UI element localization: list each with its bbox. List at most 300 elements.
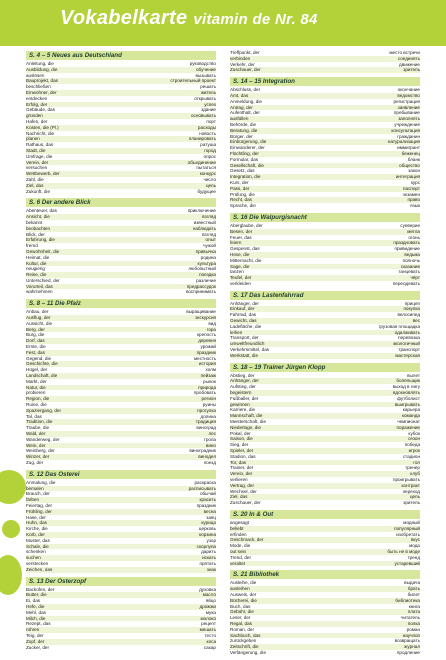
german-word: Gesellschaft, die <box>230 162 264 168</box>
german-word: ausleihen <box>230 586 250 592</box>
translation: ведомство <box>397 92 420 98</box>
german-word: Integration, die <box>230 174 261 180</box>
german-word: Burg, die <box>26 332 45 338</box>
translation: строительный проект <box>170 78 216 84</box>
german-word: Sage, die <box>230 263 250 269</box>
german-word: Gebäude, das <box>26 107 55 113</box>
german-word: Heimat, die <box>26 254 50 260</box>
vocab-section <box>26 299 216 466</box>
german-word: Anmalung, die <box>26 479 56 485</box>
german-word: Geschmack, der <box>230 537 264 543</box>
german-word: Zahl, die <box>26 176 44 182</box>
german-word: Buch, das <box>230 603 251 609</box>
german-word: Prüfung, die <box>230 191 255 197</box>
section-heading: S. 16 Die Walpurgisnacht <box>230 213 420 222</box>
german-word: Mannschaft, die <box>230 413 263 419</box>
german-word: Niederlage, die <box>230 424 261 430</box>
german-word: verstecken <box>26 560 49 566</box>
german-word: Zucker, der <box>26 644 49 650</box>
section-heading: S. 13 Der Osterzopf <box>26 577 216 586</box>
vocab-section <box>26 51 216 194</box>
vocab-section <box>230 213 420 287</box>
german-word: Verkehr, der <box>230 61 255 67</box>
vocab-section <box>26 198 216 295</box>
german-word: Markt, der <box>26 378 47 384</box>
german-word: Verkehrsmittel, das <box>230 347 270 353</box>
german-word: leihen <box>230 329 243 335</box>
german-word: Antrag, der <box>230 104 253 110</box>
translation: экскурсия <box>195 315 216 321</box>
translation: общество <box>399 162 420 168</box>
german-word: Blick, der <box>26 231 45 237</box>
translation: зритель <box>403 67 420 73</box>
german-word: Traube, die <box>26 425 50 431</box>
german-word: Sachbuch, das <box>230 632 261 638</box>
german-word: Karriere, die <box>230 407 256 413</box>
vocab-section <box>230 77 420 209</box>
translation: привидение <box>394 246 420 252</box>
translation: беженец <box>401 150 420 156</box>
translation: расписывать <box>188 485 216 491</box>
translation: чёрт <box>410 275 420 281</box>
translation: полночь <box>402 257 420 263</box>
german-word: Winzer, der <box>26 454 50 460</box>
translation: основывать <box>190 113 216 119</box>
right-column <box>230 50 420 660</box>
german-word: Einkauf, der <box>230 306 255 312</box>
translation: гражданин <box>397 133 420 139</box>
german-word: Kurs, der <box>230 179 249 185</box>
german-word: Berg, der <box>26 326 45 332</box>
translation: продление <box>396 649 420 655</box>
german-word: fremd <box>26 243 38 249</box>
header-banner <box>0 0 446 46</box>
translation: соединять <box>397 55 420 61</box>
german-word: Verlängerung, die <box>230 649 267 655</box>
translation: молоко <box>200 615 216 621</box>
vocab-row <box>26 567 216 573</box>
german-word: Teig, der <box>26 632 44 638</box>
vocab-row <box>26 460 216 466</box>
german-word: out sein <box>230 548 247 554</box>
translation: церковь <box>198 526 216 532</box>
translation: предрассудок <box>186 283 216 289</box>
translation: суеверие <box>400 222 420 228</box>
german-word: Fahrrad, das <box>230 312 257 318</box>
german-word: Hefe, die <box>26 603 45 609</box>
translation: модный <box>403 519 420 525</box>
translation: консультация <box>391 127 420 133</box>
german-word: Stadt, die <box>26 147 46 153</box>
german-word: beobachten <box>26 225 51 231</box>
translation: переодевать <box>392 280 420 286</box>
vocab-section <box>230 291 420 359</box>
translation: заяц <box>206 514 216 520</box>
translation: ведьма <box>404 251 420 257</box>
section-heading: S. 12 Das Osterei <box>26 470 216 479</box>
translation: изобретать <box>396 531 420 537</box>
page-title <box>60 7 318 30</box>
vocab-section <box>230 50 420 73</box>
german-word: Aufenthalt, der <box>230 110 260 116</box>
german-word: wahrnehmen <box>26 289 53 295</box>
translation: зритель <box>403 500 420 506</box>
german-word: Kultur, die <box>26 260 47 266</box>
german-word: Mitternacht, die <box>230 257 262 263</box>
german-word: Sprache, die <box>230 203 256 209</box>
german-word: Feiertag, der <box>26 502 53 508</box>
translation: движение <box>399 61 420 67</box>
german-word: Rathaus, das <box>26 142 54 148</box>
translation: учреждение <box>394 121 420 127</box>
translation: различие <box>196 277 216 283</box>
german-word: Region, die <box>26 396 50 402</box>
translation: метла <box>407 228 420 234</box>
translation: полка <box>407 620 420 626</box>
german-word: Formular, das <box>230 156 259 162</box>
translation: урожай <box>200 344 216 350</box>
translation: возвращать <box>394 638 420 644</box>
title-main: Vokabelkarte <box>60 7 188 29</box>
translation: раскраска <box>194 479 216 485</box>
german-word: Wechsel, der <box>230 488 257 494</box>
title-issue: vitamin de Nr. 84 <box>193 11 318 28</box>
german-word: Trend, der <box>230 554 252 560</box>
translation: журнал <box>404 644 420 650</box>
german-word: Hase, der <box>26 514 46 520</box>
german-word: Weinberg, der <box>26 448 55 454</box>
german-word: Gesetz, das <box>230 168 255 174</box>
translation: команда <box>401 413 420 419</box>
german-word: Ziel, das <box>26 182 44 188</box>
german-word: Wanderweg, der <box>26 436 60 442</box>
translation: прицеп <box>404 300 420 306</box>
translation: мастерская <box>395 352 420 358</box>
german-word: Korb, der <box>26 531 45 537</box>
german-word: Aufstieg, der <box>230 384 256 390</box>
translation: победа <box>404 442 420 448</box>
german-word: Transport, der <box>230 335 259 341</box>
german-word: Anhänger, der <box>230 378 259 384</box>
german-word: Erfahrung, die <box>26 237 55 243</box>
german-word: Anbau, der <box>26 309 49 315</box>
translation: экзамен <box>402 191 420 197</box>
translation: красить <box>199 497 216 503</box>
translation: опыт <box>205 237 216 243</box>
translation: язык <box>410 203 420 209</box>
german-word: Spaziergang, der <box>26 407 61 413</box>
german-word: Geschichte, die <box>26 361 58 367</box>
translation: клуб <box>410 471 420 477</box>
translation: любопытный <box>188 266 216 272</box>
german-word: Ei, das <box>26 598 41 604</box>
translation: экологичный <box>392 341 420 347</box>
translation: скорлупа <box>196 543 216 549</box>
german-word: Verein, der <box>26 159 49 165</box>
translation: гора <box>206 326 216 332</box>
german-word: Teufel, der <box>230 275 252 281</box>
left-column <box>26 50 216 654</box>
translation: будущее <box>197 188 216 194</box>
german-word: Gegend, die <box>26 355 52 361</box>
german-word: Anhänger, der <box>230 300 259 306</box>
german-word: Ernte, die <box>26 344 46 350</box>
translation: цель <box>205 182 216 188</box>
german-word: Erfolg, der <box>26 101 48 107</box>
german-word: Ansicht, die <box>26 214 50 220</box>
translation: родина <box>200 254 216 260</box>
translation: проигрывать <box>392 477 420 482</box>
translation: перевозка <box>398 335 420 341</box>
german-word: Einwanderer, der <box>230 145 265 151</box>
german-word: Bürger, der <box>230 133 253 139</box>
german-word: Leser, der <box>230 615 251 621</box>
german-word: gründen <box>26 113 43 119</box>
translation: крепость <box>197 332 216 338</box>
translation: холм <box>205 367 216 373</box>
translation: велосипед <box>397 312 420 318</box>
german-word: Tal, das <box>26 413 42 419</box>
german-word: Gebühr, die <box>230 609 254 615</box>
german-word: Wein, der <box>26 442 46 448</box>
translation: заполнять <box>398 116 420 122</box>
german-word: Roman, der <box>230 626 255 632</box>
translation: лес <box>208 431 216 437</box>
translation: огонь <box>408 234 420 240</box>
translation: руины <box>202 402 216 408</box>
german-word: Frühling, der <box>26 508 52 514</box>
german-word: Ruine, die <box>26 402 47 408</box>
section-heading: S. 14 – 15 Integration <box>230 77 420 86</box>
german-word: Wettbewerb, der <box>26 171 60 177</box>
german-word: Gewohnheit, die <box>26 248 60 254</box>
german-word: verbinden <box>230 55 251 61</box>
german-word: Beratung, die <box>230 127 258 133</box>
translation: роман <box>406 626 420 632</box>
translation: традиция <box>195 419 216 425</box>
translation: чемпионат <box>397 419 420 425</box>
german-word: färben <box>26 497 40 503</box>
vocab-section <box>26 470 216 573</box>
translation: яйцо <box>205 598 216 604</box>
translation: природа <box>198 384 216 390</box>
translation: руководство <box>189 61 216 66</box>
translation: взгляд <box>202 231 216 237</box>
german-word: Milch, die <box>26 615 46 621</box>
german-word: Kosten, die (Pl.) <box>26 124 59 130</box>
translation: планировать <box>188 136 216 142</box>
translation: привычка <box>195 248 216 254</box>
translation: поражение <box>396 424 420 430</box>
translation: известный <box>193 219 216 225</box>
translation: одалживать <box>394 329 420 335</box>
translation: воспринимать <box>185 289 216 295</box>
german-word: ausfüllen <box>230 116 249 122</box>
german-word: versuchen <box>26 165 48 171</box>
german-word: Zeichen, das <box>26 566 53 572</box>
translation: объединение <box>187 159 216 165</box>
german-word: Zuschauer, der <box>230 67 261 73</box>
german-word: Saison, die <box>230 436 253 442</box>
translation: культура <box>197 260 216 266</box>
translation: знак <box>206 566 216 572</box>
translation: сказание <box>400 263 420 269</box>
german-word: neugierig <box>26 266 45 272</box>
german-word: Zukunft, die <box>26 188 51 194</box>
german-word: Abschluss, der <box>230 87 261 93</box>
german-word: Dorf, das <box>26 338 45 344</box>
section-heading: S. 21 Bibliothek <box>230 570 420 579</box>
translation: пытаться <box>196 165 216 171</box>
vocab-row <box>230 67 420 73</box>
translation: выход в лигу <box>392 384 420 390</box>
german-word: Umfrage, die <box>26 153 53 159</box>
translation: цель <box>409 494 420 500</box>
translation: пейзаж <box>200 373 216 379</box>
german-word: auslösen <box>26 72 45 78</box>
translation: футболист <box>397 395 420 401</box>
german-word: Butter, die <box>26 592 47 598</box>
vocab-row <box>230 281 420 287</box>
translation: контракт <box>401 482 420 488</box>
translation: рецепт <box>201 621 216 627</box>
translation: вызывать <box>195 72 216 78</box>
translation: вино <box>205 442 216 448</box>
german-word: zurückgeben <box>230 638 257 644</box>
german-word: veraltet <box>230 560 246 566</box>
section-heading: S. 17 Das Lastenfahrrad <box>230 291 420 300</box>
german-word: Regal, das <box>230 620 252 626</box>
vocab-row <box>230 353 420 359</box>
german-word: bemalen <box>26 485 44 491</box>
german-word: Flüchtling, der <box>230 150 259 156</box>
german-word: Behörde, die <box>230 121 257 127</box>
translation: билет <box>407 591 420 597</box>
german-word: bekannt <box>26 219 43 225</box>
german-word: Ausbildung, die <box>26 66 58 72</box>
german-word: Ausleihe, die <box>230 580 257 586</box>
german-word: Backofen, der <box>26 586 55 592</box>
translation: обучение <box>196 66 216 72</box>
german-word: erfinden <box>230 531 247 537</box>
vocab-section <box>230 363 420 506</box>
german-word: Ausflug, der <box>26 315 51 321</box>
german-word: Brauch, der <box>26 491 50 497</box>
german-word: Trainer, der <box>230 465 254 471</box>
translation: тесто <box>204 632 216 638</box>
german-word: Zug, der <box>26 460 44 465</box>
german-word: Verein, der <box>230 471 253 477</box>
german-word: Feuer, das <box>230 234 252 240</box>
translation: сахар <box>203 644 216 650</box>
translation: популярный <box>394 525 420 531</box>
translation: стадион <box>402 453 420 459</box>
german-word: Muster, das <box>26 537 50 543</box>
german-word: Tor, das <box>230 459 247 465</box>
german-word: Abstieg, der <box>230 372 255 378</box>
translation: карьера <box>402 407 420 413</box>
german-word: Landschaft, die <box>26 373 58 379</box>
german-word: Einwohner, der <box>26 89 57 95</box>
translation: быть не в моде <box>387 548 420 554</box>
translation: узор <box>206 537 216 543</box>
translation: натурализация <box>387 139 420 145</box>
german-word: Zuschauer, der <box>230 500 261 506</box>
splash-decoration <box>0 470 26 504</box>
vocab-section <box>26 577 216 651</box>
translation: тренд <box>407 554 420 560</box>
german-word: entdecken <box>26 95 48 101</box>
translation: поездка <box>199 272 216 278</box>
translation: здание <box>201 107 216 113</box>
translation: сезон <box>408 436 420 442</box>
translation: ратуша <box>200 142 216 148</box>
german-word: Besen, der <box>230 228 253 234</box>
german-word: probieren <box>26 390 46 396</box>
german-word: Recht, das <box>230 197 252 203</box>
section-heading: S. 8 – 11 Die Pfalz <box>26 299 216 308</box>
german-word: Ladefläche, die <box>230 323 262 329</box>
translation: пребывание <box>393 110 420 116</box>
german-word: Meisterschaft, die <box>230 419 266 425</box>
vocab-row <box>230 561 420 567</box>
translation: право <box>407 197 420 203</box>
translation: паспорт <box>403 185 420 191</box>
translation: город <box>204 147 216 153</box>
translation: грузовая площадка <box>378 323 420 329</box>
translation: дрожжи <box>199 603 216 609</box>
translation: новость <box>199 130 216 136</box>
german-word: Nachricht, die <box>26 130 55 136</box>
german-word: Hafen, der <box>26 118 48 124</box>
german-word: Rezept, das <box>26 621 51 627</box>
translation: устаревший <box>394 560 420 566</box>
translation: книга <box>408 603 420 609</box>
german-word: Hügel, der <box>26 367 48 373</box>
translation: окончание <box>397 87 420 93</box>
german-word: schenken <box>26 549 46 555</box>
german-word: verlieren <box>230 477 248 482</box>
translation: житель <box>200 89 216 95</box>
translation: танцевать <box>398 269 420 275</box>
translation: духовка <box>199 586 216 592</box>
translation: мука <box>205 609 216 615</box>
german-word: Bücherei, die <box>230 597 257 603</box>
german-word: Fest, das <box>26 349 45 355</box>
translation: научпоп <box>402 632 420 638</box>
german-word: Pass, der <box>230 185 250 191</box>
translation: конкурс <box>199 171 216 177</box>
german-word: verkleiden <box>230 280 251 286</box>
german-word: Mehl, das <box>26 609 46 615</box>
section-heading: S. 4 – 5 Neues aus Deutschland <box>26 51 216 60</box>
german-word: Sieg, der <box>230 442 249 448</box>
german-word: Schale, die <box>26 543 49 549</box>
german-word: Vorurteil, das <box>26 283 53 289</box>
translation: регион <box>201 396 216 402</box>
german-word: Anmeldung, die <box>230 98 262 104</box>
translation: праздник <box>196 502 216 508</box>
vocab-row <box>230 650 420 656</box>
translation: тренер <box>405 465 420 471</box>
translation: закон <box>408 168 420 174</box>
german-word: Tradition, die <box>26 419 53 425</box>
german-word: Huhn, das <box>26 520 47 526</box>
translation: плата <box>407 609 420 615</box>
german-word: Unterschied, der <box>26 277 60 283</box>
translation: курс <box>410 179 420 185</box>
translation: вдохновлять <box>393 390 420 396</box>
